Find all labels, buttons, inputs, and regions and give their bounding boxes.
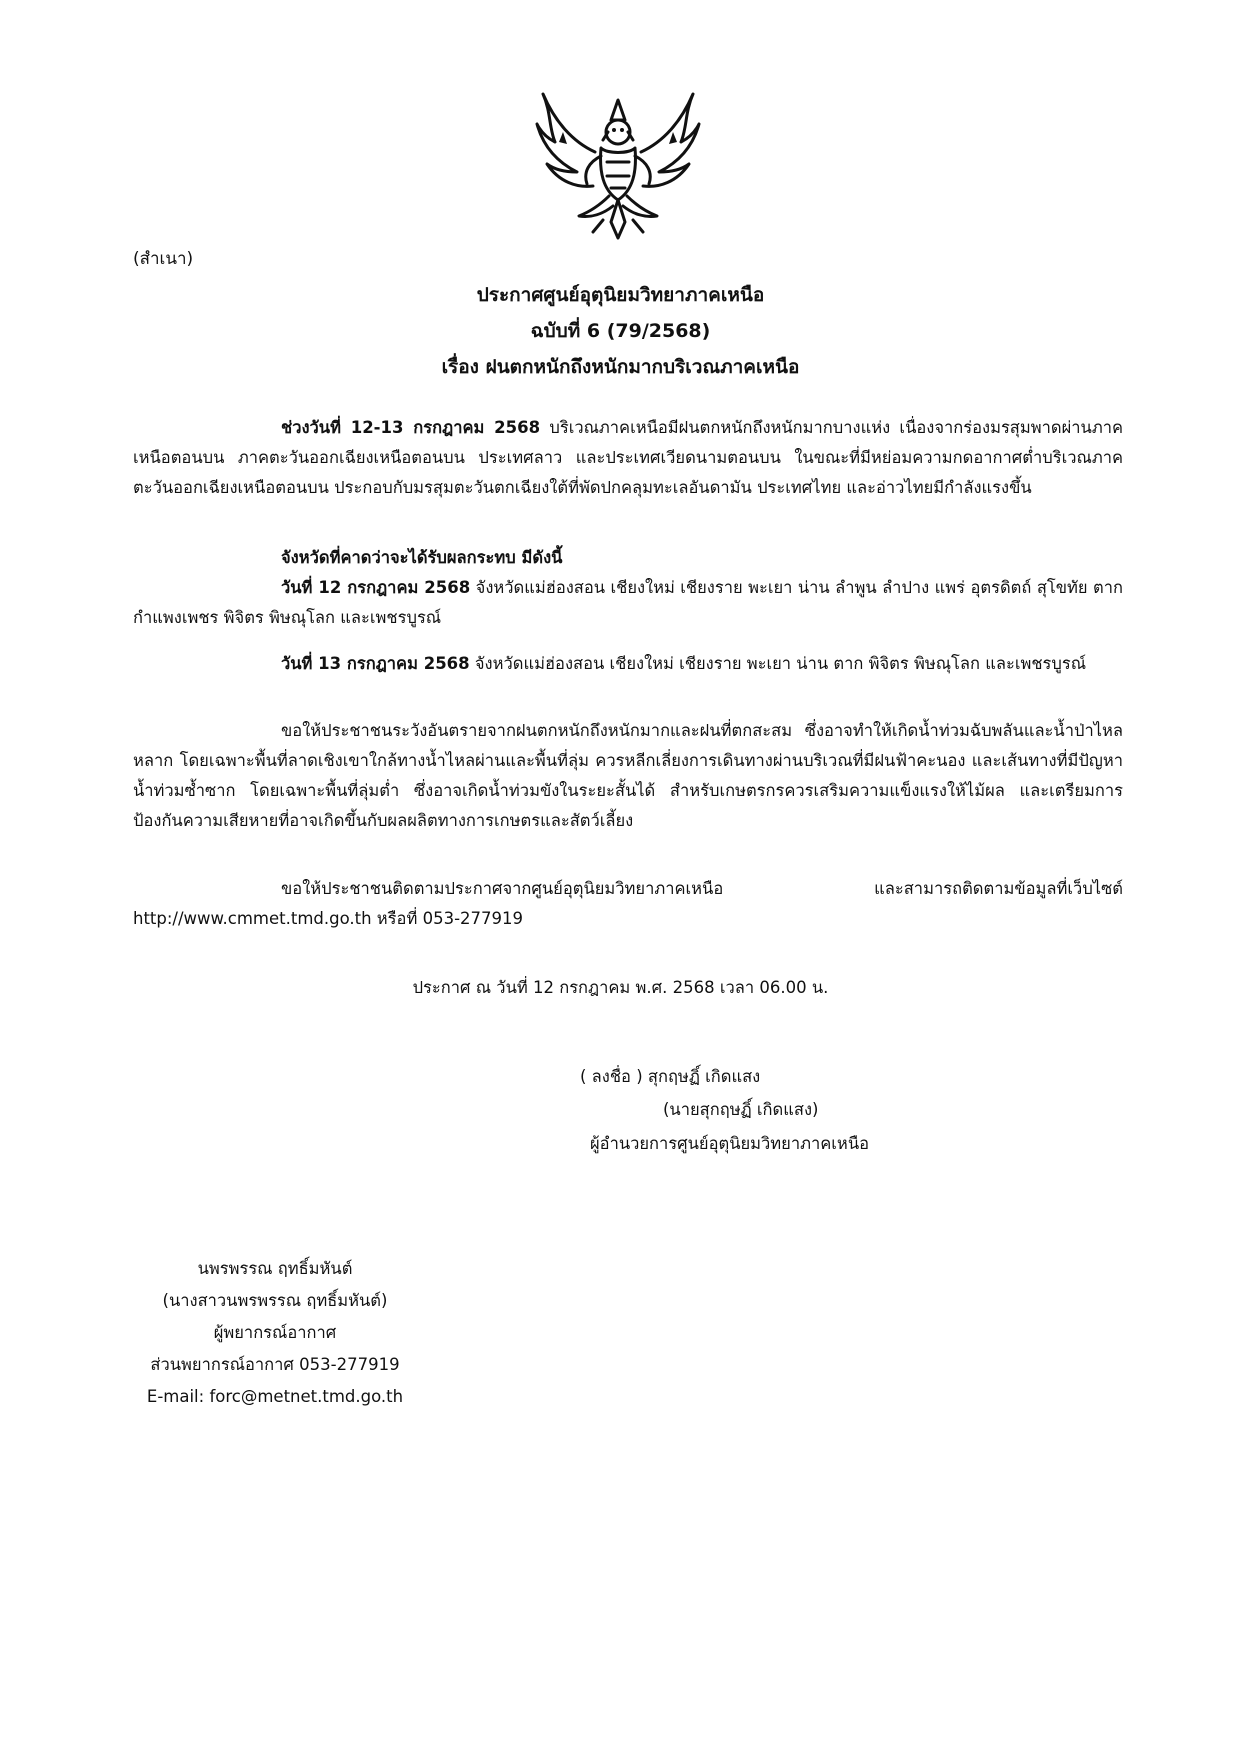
contact-unit: ส่วนพยากรณ์อากาศ 053-277919 — [150, 1355, 400, 1374]
cause-text: บริเวณภาคเหนือมีฝนตกหนักถึงหนักมากบางแห่ง เนื่องจากร่องมรสุมพาดผ่านภาคเหนือตอนบน ภาคตะวันออกเฉียงเหนือตอนบน ประเทศลาว และประเทศเวียดนามตอนบน ในขณะที่มีหย่อมความกดอากาศต่ำบริเวณภาคตะวันออกเฉียงเหนือตอนบน ประกอบกับมรสุมตะวันตกเฉียงใต้ที่พัดปกคลุมทะเลอันดามัน ประเทศไทย และอ่าวไทยมีกำลังแรงขึ้น — [133, 418, 1124, 497]
day-12-lead: วันที่ 12 กรกฎาคม 2568 — [281, 578, 471, 597]
copy-mark: (สำเนา) — [133, 249, 194, 269]
paragraph-day-12 — [133, 573, 1123, 633]
paragraph-warning — [133, 716, 1123, 836]
signature-line: ( ลงชื่อ ) สุกฤษฏิ์ เกิดแสง — [580, 1067, 761, 1086]
announcement-subject: เรื่อง ฝนตกหนักถึงหนักมากบริเวณภาคเหนือ — [441, 356, 800, 378]
signer-fullname: (นายสุกฤษฏิ์ เกิดแสง) — [663, 1100, 819, 1119]
period-lead: ช่วงวันที่ 12-13 กรกฎาคม 2568 — [281, 418, 541, 437]
follow-text: ขอให้ประชาชนติดตามประกาศจากศูนย์อุตุนิยมวิทยาภาคเหนือ และสามารถติดตามข้อมูลที่เว็บไซต์ http://www.cmmet.tmd.go.th หรือที่ 053-277919 — [133, 879, 1123, 928]
paragraph-cause — [133, 413, 1123, 503]
contact-email: E-mail: forc@metnet.tmd.go.th — [146, 1387, 404, 1406]
paragraph-day-13 — [133, 649, 1123, 679]
contact-block — [130, 1253, 420, 1413]
announce-date: ประกาศ ณ วันที่ 12 กรกฎาคม พ.ศ. 2568 เวลา 06.00 น. — [412, 978, 829, 997]
garuda-emblem-icon — [533, 92, 703, 240]
announcement-title: ประกาศศูนย์อุตุนิยมวิทยาภาคเหนือ — [476, 284, 765, 306]
warning-text: ขอให้ประชาชนระวังอันตรายจากฝนตกหนักถึงหนักมากและฝนที่ตกสะสม ซึ่งอาจทำให้เกิดน้ำท่วมฉับพลันและน้ำป่าไหลหลาก โดยเฉพาะพื้นที่ลาดเชิงเขาใกล้ทางน้ำไหลผ่านและพื้นที่ลุ่ม ควรหลีกเลี่ยงการเดินทางผ่านบริเวณที่มีฝนฟ้าคะนอง และเส้นทางที่มีปัญหาน้ำท่วมซ้ำซาก โดยเฉพาะพื้นที่ลุ่มต่ำ ซึ่งอาจเกิดน้ำท่วมขังในระยะสั้นได้ สำหรับเกษตรกรควรเสริมความแข็งแรงให้ไม้ผล และเตรียมการป้องกันความเสียหายที่อาจเกิดขึ้นกับผลผลิตทางการเกษตรและสัตว์เลี้ยง — [133, 721, 1123, 830]
signer-position: ผู้อำนวยการศูนย์อุตุนิยมวิทยาภาคเหนือ — [590, 1134, 870, 1153]
day-13-lead: วันที่ 13 กรกฎาคม 2568 — [281, 654, 470, 673]
announcement-number: ฉบับที่ 6 (79/2568) — [530, 320, 711, 342]
paragraph-follow — [133, 874, 1123, 934]
day-13-provinces: จังหวัดแม่ฮ่องสอน เชียงใหม่ เชียงราย พะเยา น่าน ตาก พิจิตร พิษณุโลก และเพชรบูรณ์ — [469, 654, 1087, 673]
affected-heading: จังหวัดที่คาดว่าจะได้รับผลกระทบ มีดังนี้ — [281, 548, 563, 567]
contact-name: นพรพรรณ ฤทธิ์มหันต์ — [197, 1259, 353, 1278]
contact-fullname: (นางสาวนพรพรรณ ฤทธิ์มหันต์) — [162, 1291, 388, 1310]
day-12-provinces: จังหวัดแม่ฮ่องสอน เชียงใหม่ เชียงราย พะเยา น่าน ลำพูน ลำปาง แพร่ อุตรดิตถ์ สุโขทัย ตาก กำแพงเพชร พิจิตร พิษณุโลก และเพชรบูรณ์ — [133, 578, 1123, 627]
contact-role: ผู้พยากรณ์อากาศ — [213, 1323, 337, 1342]
paragraph-affected-heading — [133, 543, 1123, 573]
